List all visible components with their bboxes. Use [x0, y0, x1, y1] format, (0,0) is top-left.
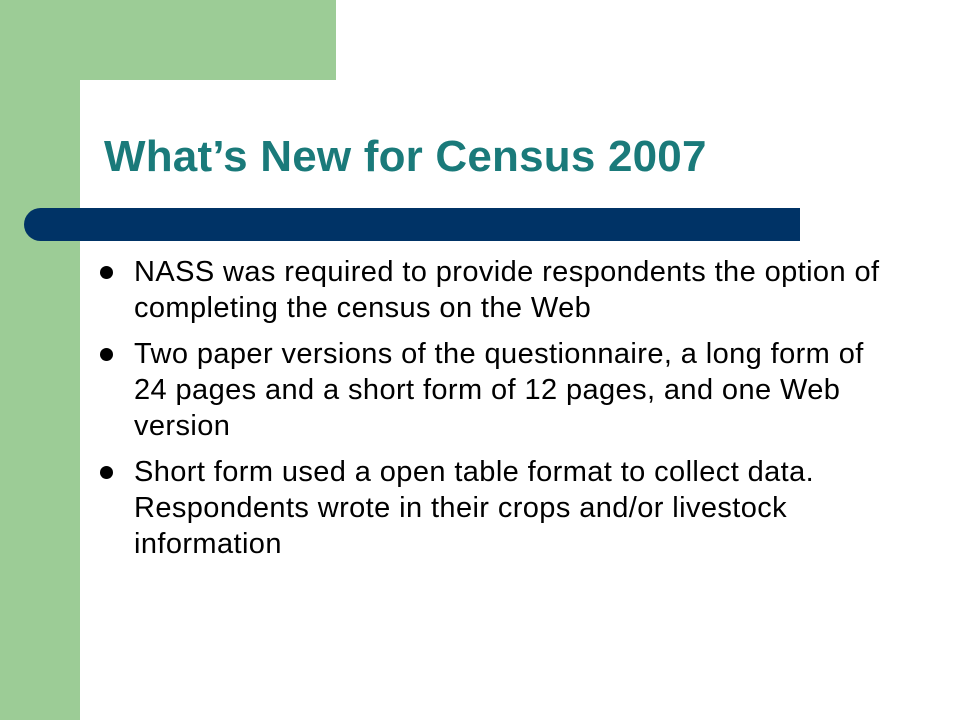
green-top-band — [0, 0, 336, 80]
bullet-item — [100, 254, 890, 326]
bullet-text: Two paper versions of the questionnaire, a long form of 24 pages and a short form of 12 pages, and one Web version — [134, 338, 864, 442]
bullet-dot-icon — [100, 266, 113, 279]
bullet-dot-icon — [100, 348, 113, 361]
bullet-dot-icon — [100, 466, 113, 479]
green-side-band — [0, 0, 80, 720]
bullet-item — [100, 454, 890, 562]
bullet-text: NASS was required to provide respondents the option of completing the census on the Web — [134, 256, 880, 324]
title-underline-bar — [24, 208, 800, 241]
bullet-text: Short form used a open table format to collect data. Respondents wrote in their crops and/or livestock information — [134, 456, 815, 560]
bullet-item — [100, 336, 890, 444]
bullet-list — [100, 254, 890, 572]
slide-title: What’s New for Census 2007 — [104, 132, 707, 181]
